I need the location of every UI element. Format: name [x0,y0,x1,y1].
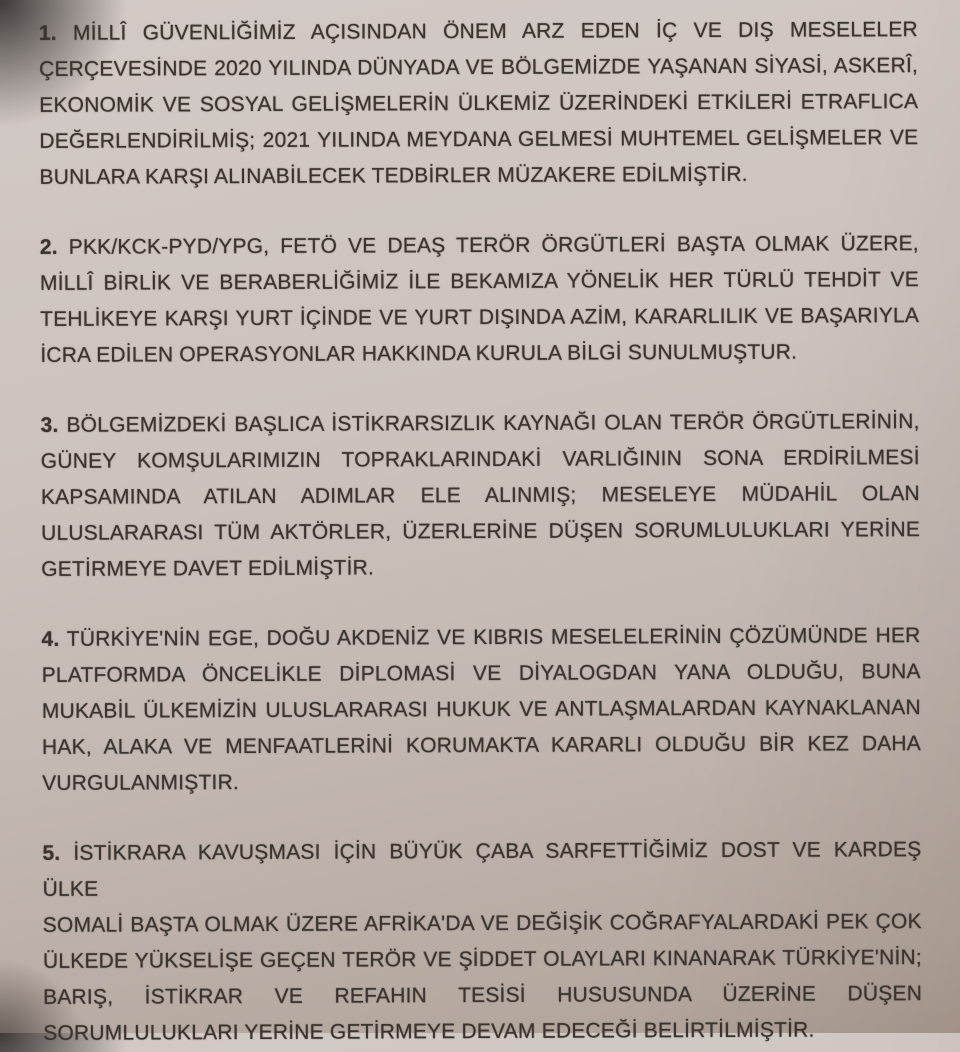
paragraph-number: 4. [41,627,60,651]
paragraph-line [39,12,918,52]
paragraph-line [41,404,920,444]
paragraph-line: HAK, ALAKA VE MENFAATLERİNİ KORUMAKTA KARARLI OLDUĞU BİR KEZ DAHA [41,732,922,759]
paragraph-line [42,832,921,908]
paragraph-line: EKONOMİK VE SOSYAL GELİŞMELERİN ÜLKEMİZ ÜZERİNDEKİ ETKİLERİ ETRAFLICA [39,90,919,117]
paragraph-line: DEĞERLENDİRİLMİŞ; 2021 YILINDA MEYDANA GELMESİ MUHTEMEL GELİŞMELER VE [39,126,919,153]
paragraph-line: MUKABİL ÜLKEMİZİN ULUSLARARASI HUKUK VE ANTLAŞMALARDAN KAYNAKLANAN [41,696,921,723]
paragraph-line: SORUMLULUKLARI YERİNE GETİRMEYE DEVAM EDECEĞİ BELİRTİLMİŞTİR. [43,1018,815,1045]
paragraph [41,618,921,802]
paragraph-line: BUNLARA KARŞI ALINABİLECEK TEDBİRLER MÜZAKERE EDİLMİŞTİR. [39,162,748,189]
paragraph-line: ÜLKEDE YÜKSELİŞE GEÇEN TERÖR VE ŞİDDET OLAYLARI KINANARAK TÜRKİYE'NİN; [42,946,922,973]
paragraph-line-text: İSTİKRARA KAVUŞMASI İÇİN BÜYÜK ÇABA SARFETTİĞİMİZ DOST VE KARDEŞ ÜLKE [42,838,922,901]
paragraph-line: TEHLİKEYE KARŞI YURT İÇİNDE VE YURT DIŞINDA AZİM, KARARLILIK VE BAŞARIYLA [40,304,920,331]
paragraph-line: VURGULANMIŞTIR. [42,771,240,795]
paragraph-number: 2. [39,235,58,259]
paragraph-line [41,618,920,658]
paragraph [41,404,921,588]
paragraph-line: MİLLÎ BİRLİK VE BERABERLİĞİMİZ İLE BEKAMIZA YÖNELİK HER TÜRLÜ TEHDİT VE [39,268,920,295]
paragraph-line: SOMALİ BAŞTA OLMAK ÜZERE AFRİKA'DA VE DEĞİŞİK COĞRAFYALARDAKİ PEK ÇOK [42,910,922,937]
paragraph [40,226,920,374]
paragraph-line-text: PKK/KCK-PYD/YPG, FETÖ VE DEAŞ TERÖR ÖRGÜTLERİ BAŞTA OLMAK ÜZERE, [68,232,919,259]
paragraph-line-text: MİLLÎ GÜVENLİĞİMİZ AÇISINDAN ÖNEM ARZ EDEN İÇ VE DIŞ MESELELER [72,18,918,45]
paragraph-line: GETİRMEYE DAVET EDİLMİŞTİR. [41,556,375,581]
paragraph [39,12,919,196]
paragraph-line-text: BÖLGEMİZDEKİ BAŞLICA İSTİKRARSIZLIK KAYNAĞI OLAN TERÖR ÖRGÜTLERİNİN, [66,410,920,437]
paragraph-line: ULUSLARARASI TÜM AKTÖRLER, ÜZERLERİNE DÜŞEN SORUMLULUKLARI YERİNE [41,518,921,545]
paragraph-number: 5. [42,841,61,865]
paragraph-line: GÜNEY KOMŞULARIMIZIN TOPRAKLARINDAKİ VARLIĞININ SONA ERDİRİLMESİ [40,446,920,473]
paragraph-number: 1. [38,21,57,45]
paragraph-line: KAPSAMINDA ATILAN ADIMLAR ELE ALINMIŞ; MESELEYE MÜDAHİL OLAN [40,482,920,509]
paragraph-line: PLATFORMDA ÖNCELİKLE DİPLOMASİ VE DİYALOGDAN YANA OLDUĞU, BUNA [41,660,921,687]
paragraph-number: 3. [40,413,59,437]
paragraph-line: ÇERÇEVESİNDE 2020 YILINDA DÜNYADA VE BÖLGEMİZDE YAŞANAN SİYASİ, ASKERÎ, [38,54,919,81]
paragraph [42,832,922,1052]
paragraph-line [40,226,919,266]
paragraph-line: İCRA EDİLEN OPERASYONLAR HAKKINDA KURULA BİLGİ SUNULMUŞTUR. [40,340,798,367]
paragraph-line: BARIŞ, İSTİKRAR VE REFAHIN TESİSİ HUSUSUNDA ÜZERİNE DÜŞEN [43,982,923,1009]
paragraph-line-text: TÜRKİYE'NİN EGE, DOĞU AKDENİZ VE KIBRIS MESELELERİNİN ÇÖZÜMÜNDE HER [66,624,921,651]
